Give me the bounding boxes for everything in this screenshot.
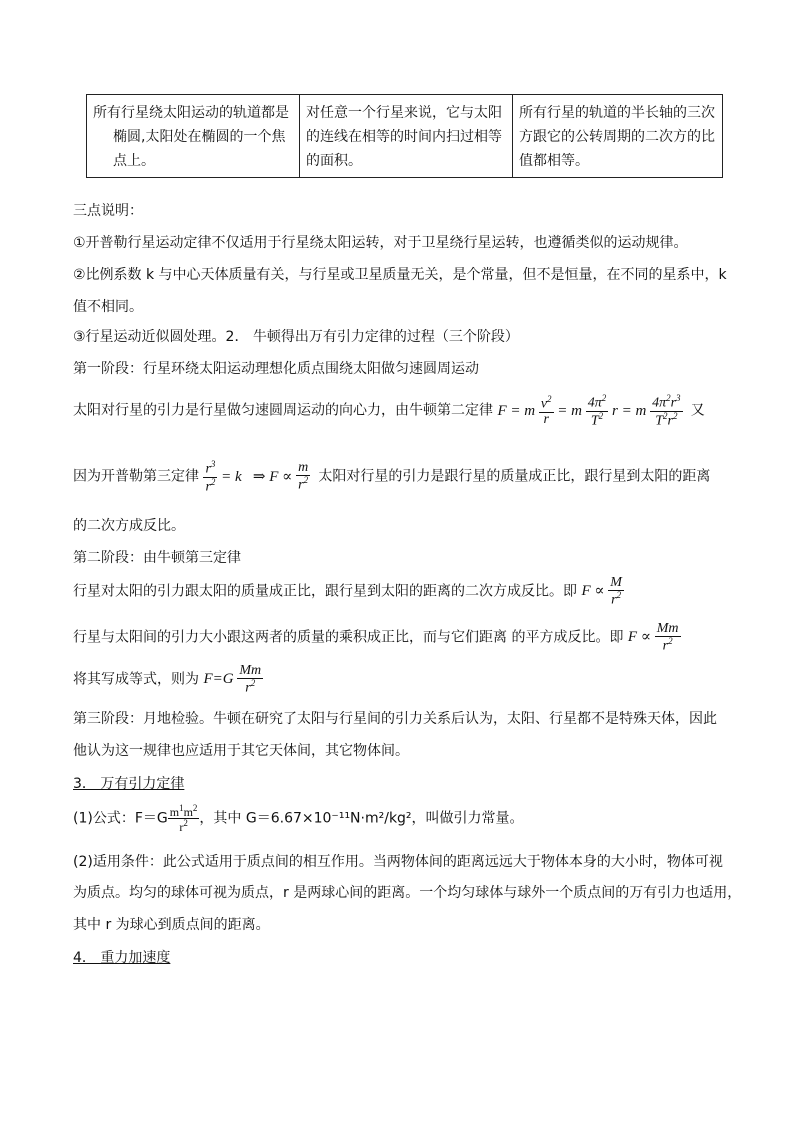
third-law-cell	[513, 95, 723, 178]
stage1-paragraph-3: 的二次方成反比。	[73, 518, 185, 534]
note-2: ②比例系数 k 与中心天体质量有关，与行星或卫星质量无关，是个常量，但不是恒量，在不同的星系中，k	[73, 267, 727, 283]
stage2-title: 第二阶段：由牛顿第三定律	[73, 550, 241, 566]
cell-text: 对任意一个行星来说，它与太阳	[306, 105, 502, 121]
stage3-line-2: 他认为这一规律也应适用于其它天体间，其它物体间。	[73, 743, 409, 759]
stage1-paragraph	[73, 394, 705, 428]
note-1: ①开普勒行星运动定律不仅适用于行星绕太阳运转，对于卫星绕行星运转，也遵循类似的运动规律。	[73, 235, 688, 251]
cell-text: 的连线在相等的时间内扫过相等	[306, 129, 502, 145]
stage1-text-end: 太阳对行星的引力是跟行星的质量成正比，跟行星到太阳的距离	[318, 468, 711, 485]
stage3-line-1: 第三阶段：月地检验。牛顿在研究了太阳与行星间的引力关系后认为，太阳、行星都不是特殊天体，因此	[73, 711, 717, 727]
proportional-formula-M: F ∝ $\frac{M}{r^2}$	[581, 575, 622, 608]
formula-prefix: (1)公式：F＝G	[73, 810, 168, 827]
notes-heading: 三点说明：	[73, 203, 143, 219]
gravitation-equation: F=G $\frac{Mm}{r^2}$	[203, 663, 262, 696]
section3-condition-1: (2)适用条件：此公式适用于质点间的相互作用。当两物体间的距离远远大于物体本身的大小时，物体可视	[73, 854, 723, 870]
cell-text: 所有行星的轨道的半长轴的三次	[519, 105, 715, 121]
proportional-formula-Mm: F ∝ $\frac{Mm}{r^2}$	[627, 621, 679, 654]
stage2-text: 将其写成等式，则为	[73, 671, 199, 688]
cell-text: 值都相等。	[519, 153, 589, 169]
stage1-title: 第一阶段：行星环绕太阳运动理想化质点围绕太阳做匀速圆周运动	[73, 361, 479, 377]
stage1-text-end: 又	[690, 402, 705, 419]
cell-text: 所有行星绕太阳运动的轨道都是	[93, 105, 289, 121]
stage2-text: 行星与太阳间的引力大小跟这两者的质量的乘积成正比，而与它们距离 的平方成反比。即	[73, 629, 624, 646]
stage1-text: 太阳对行星的引力是行星做匀速圆周运动的向心力，由牛顿第二定律	[73, 402, 493, 419]
note-2-cont: 值不相同。	[73, 299, 143, 315]
stage2-paragraph-1	[73, 576, 624, 608]
first-law-cell	[87, 95, 300, 178]
section3-formula-line	[73, 804, 524, 833]
note-3: ③行星运动近似圆处理。2． 牛顿得出万有引力定律的过程（三个阶段）	[73, 329, 519, 345]
stage2-paragraph-3	[73, 664, 263, 696]
cell-text: 椭圆,太阳处在椭圆的一个焦	[113, 129, 286, 145]
newton-second-law-formula: F = m $\frac{v^2}{r}$ = m $\frac{4\pi^2}{T^2}$ r = m $\frac{4\pi^2r^3}{T^2r^2}$	[497, 393, 681, 429]
stage1-paragraph-2	[73, 460, 710, 494]
second-law-cell	[300, 95, 513, 178]
stage1-text: 因为开普勒第三定律	[73, 468, 199, 485]
kepler-laws-table	[86, 94, 723, 178]
section3-condition-3: 其中 r 为球心到质点间的距离。	[73, 917, 270, 933]
section4-heading: 4． 重力加速度	[73, 950, 171, 966]
stage2-text: 行星对太阳的引力跟太阳的质量成正比，跟行星到太阳的距离的二次方成反比。即	[73, 583, 577, 600]
section3-condition-2: 为质点。均匀的球体可视为质点，r 是两球心间的距离。一个均匀球体与球外一个质点间的万有引力也适用，	[73, 885, 742, 901]
gravity-fraction: $\frac{m^1m^2}{r^2}$	[169, 803, 198, 834]
table-row	[87, 95, 723, 178]
cell-text: 的面积。	[306, 153, 362, 169]
cell-text: 点上。	[113, 153, 155, 169]
kepler-third-law-formula: $\frac{r^3}{r^2}$ = k ⇒ F ∝ $\frac{m}{r^2}$	[205, 459, 309, 495]
cell-text: 方跟它的公转周期的二次方的比	[519, 129, 715, 145]
section3-heading: 3． 万有引力定律	[73, 776, 185, 792]
stage2-paragraph-2	[73, 622, 681, 654]
formula-suffix: ，其中 G＝6.67×10⁻¹¹N·m²/kg²，叫做引力常量。	[199, 810, 524, 827]
